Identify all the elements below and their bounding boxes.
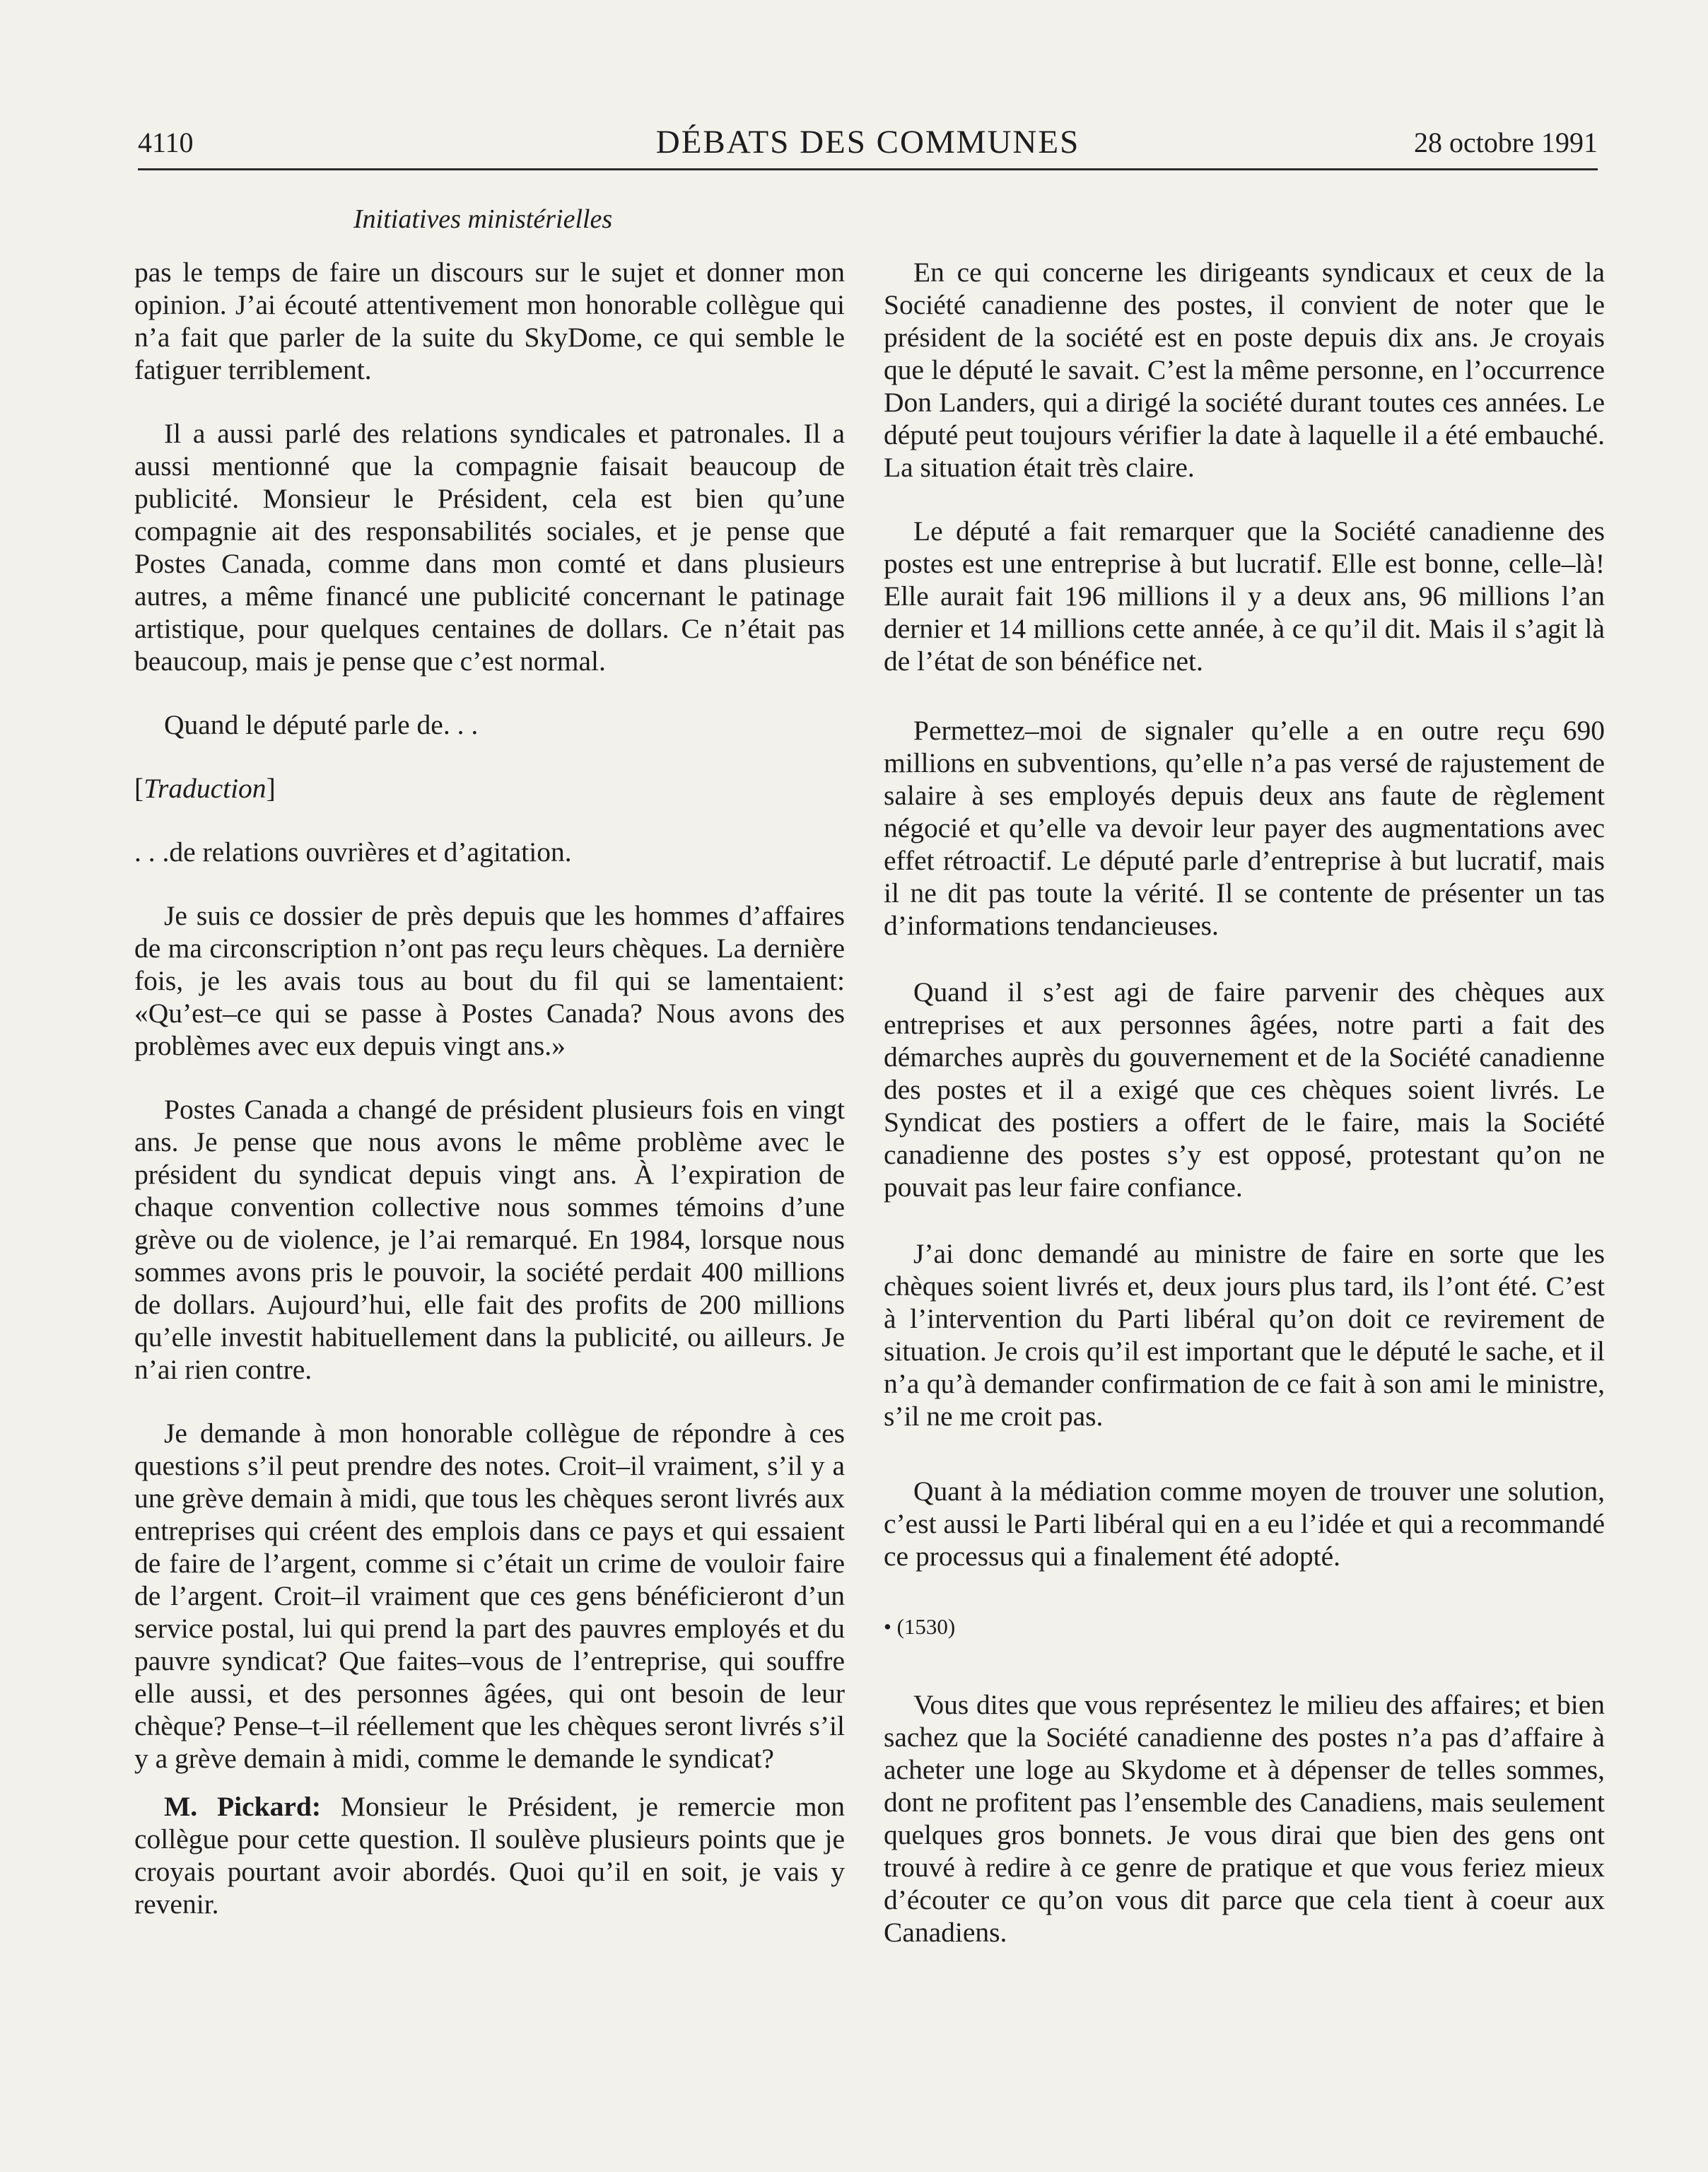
paragraph: Quant à la médiation comme moyen de trouver une solution, c’est aussi le Parti libéral qui en a eu l’idée et qui a recommandé ce processus qui a finalement été adopté. (884, 1476, 1605, 1572)
paragraph: Vous dites que vous représentez le milieu des affaires; et bien sachez que la Société canadienne des postes n’a pas d’affaire à acheter une loge au Skydome et à dépenser de telles sommes, dont ne profitent pas l’ensemble des Canadiens, mais seulement quelques gros bonnets. Je vous dirai que bien des gens ont trouvé à redire à ce genre de pratique et que vous feriez mieux d’écouter ce qu’on vous dit parce que cela tient à coeur aux Canadiens. (884, 1689, 1605, 1948)
paragraph: Permettez–moi de signaler qu’elle a en outre reçu 690 millions en subventions, qu’elle n’a pas versé de rajustement de salaire à ses employés depuis deux ans faute de règlement négocié et qu’elle va devoir leur payer des augmentations avec effet rétroactif. Le député parle d’entreprise à but lucratif, mais il ne dit pas toute la vérité. Il se contente de présenter un tas d’informations tendancieuses. (884, 715, 1605, 941)
running-head: Initiatives ministérielles (353, 204, 613, 234)
paragraph: Le député a fait remarquer que la Société canadienne des postes est une entreprise à but lucratif. Elle est bonne, celle–là! Elle aurait fait 196 millions il y a deux ans, 96 millions l’an dernier et 14 millions cette année, à ce qu’il dit. Mais il s’agit là de l’état de son bénéfice net. (884, 515, 1605, 677)
time-marker: • (1530) (884, 1614, 956, 1639)
page-number: 4110 (138, 127, 194, 158)
issue-date: 28 octobre 1991 (1414, 127, 1598, 158)
speaker-name: M. Pickard: (164, 1791, 322, 1822)
paragraph: Quand il s’est agi de faire parvenir des chèques aux entreprises et aux personnes âgées, notre parti a fait des démarches auprès du gouvernement et de la Société canadienne des postes et il a exigé que ces chèques soient livrés. Le Syndicat des postiers a offert de le faire, mais la Société canadienne des postes s’y est opposé, protestant qu’on ne pouvait pas leur faire confiance. (884, 976, 1605, 1203)
paragraph: En ce qui concerne les dirigeants syndicaux et ceux de la Société canadienne des postes, il convient de noter que le président de la société est en poste depuis dix ans. Je croyais que le député le savait. C’est la même personne, en l’occurrence Don Landers, qui a dirigé la société durant toutes ces années. Le député peut toujours vérifier la date à laquelle il a été embauché. La situation était très claire. (884, 257, 1605, 483)
right-column (884, 256, 1605, 1949)
paragraph: pas le temps de faire un discours sur le sujet et donner mon opinion. J’ai écouté attentivement mon honorable collègue qui n’a fait que parler de la suite du SkyDome, ce qui semble le fatiguer terriblement. (134, 257, 845, 385)
paragraph: Je demande à mon honorable collègue de répondre à ces questions s’il peut prendre des notes. Croit–il vraiment, s’il y a une grève demain à midi, que tous les chèques seront livrés aux entreprises qui créent des emplois dans ce pays et qui essaient de faire de l’argent, comme si c’était un crime de vouloir faire de l’argent. Croit–il vraiment que ces gens bénéficieront d’un service postal, lui qui prend la part des pauvres employés et du pauvre syndicat? Que faites–vous de l’entreprise, qui souffre elle aussi, et des personnes âgées, qui ont besoin de leur chèque? Pense–t–il réellement que les chèques seront livrés s’il y a grève demain à midi, comme le demande le syndicat? (134, 1418, 845, 1774)
paragraph: J’ai donc demandé au ministre de faire en sorte que les chèques soient livrés et, deux jours plus tard, ils l’ont été. C’est à l’intervention du Parti libéral qu’on doit ce revirement de situation. Je crois qu’il est important que le député le sache, et il n’a qu’à demander confirmation de ce fait à son ami le ministre, s’il ne me croit pas. (884, 1238, 1605, 1432)
translation-word: Traduction (144, 773, 267, 804)
left-column (134, 256, 845, 1920)
paragraph: Postes Canada a changé de président plusieurs fois en vingt ans. Je pense que nous avons le même problème avec le président du syndicat depuis vingt ans. À l’expiration de chaque convention collective nous sommes témoins d’une grève ou de violence, je l’ai remarqué. En 1984, lorsque nous sommes avons pris le pouvoir, la société perdait 400 millions de dollars. Aujourd’hui, elle fait des profits de 200 millions qu’elle investit habituellement dans la publicité, ou ailleurs. Je n’ai rien contre. (134, 1094, 845, 1385)
paragraph: Il a aussi parlé des relations syndicales et patronales. Il a aussi mentionné que la compagnie faisait beaucoup de publicité. Monsieur le Président, cela est bien qu’une compagnie ait des responsabilités sociales, et je pense que Postes Canada, comme dans mon comté et dans plusieurs autres, a même financé une publicité concernant le patinage artistique, pour quelques centaines de dollars. Ce n’était pas beaucoup, mais je pense que c’est normal. (134, 418, 845, 677)
header-rule (138, 168, 1598, 170)
paragraph: Je suis ce dossier de près depuis que les hommes d’affaires de ma circonscription n’ont pas reçu leurs chèques. La dernière fois, je les avais tous au bout du fil qui se lamentaient: «Qu’est–ce qui se passe à Postes Canada? Nous avons des problèmes avec eux depuis vingt ans.» (134, 900, 845, 1061)
translation-marker: [Traduction] (134, 773, 276, 804)
paragraph: Quand le député parle de. . . (164, 709, 479, 740)
speaker-paragraph: M. Pickard: Monsieur le Président, je remercie mon collègue pour cette question. Il soulève plusieurs points que je croyais pourtant avoir abordés. Quoi qu’il en soit, je vais y revenir. (134, 1791, 845, 1920)
publication-title: DÉBATS DES COMMUNES (655, 124, 1080, 160)
page-header (138, 126, 1598, 168)
paragraph: . . .de relations ouvrières et d’agitation. (134, 836, 572, 868)
